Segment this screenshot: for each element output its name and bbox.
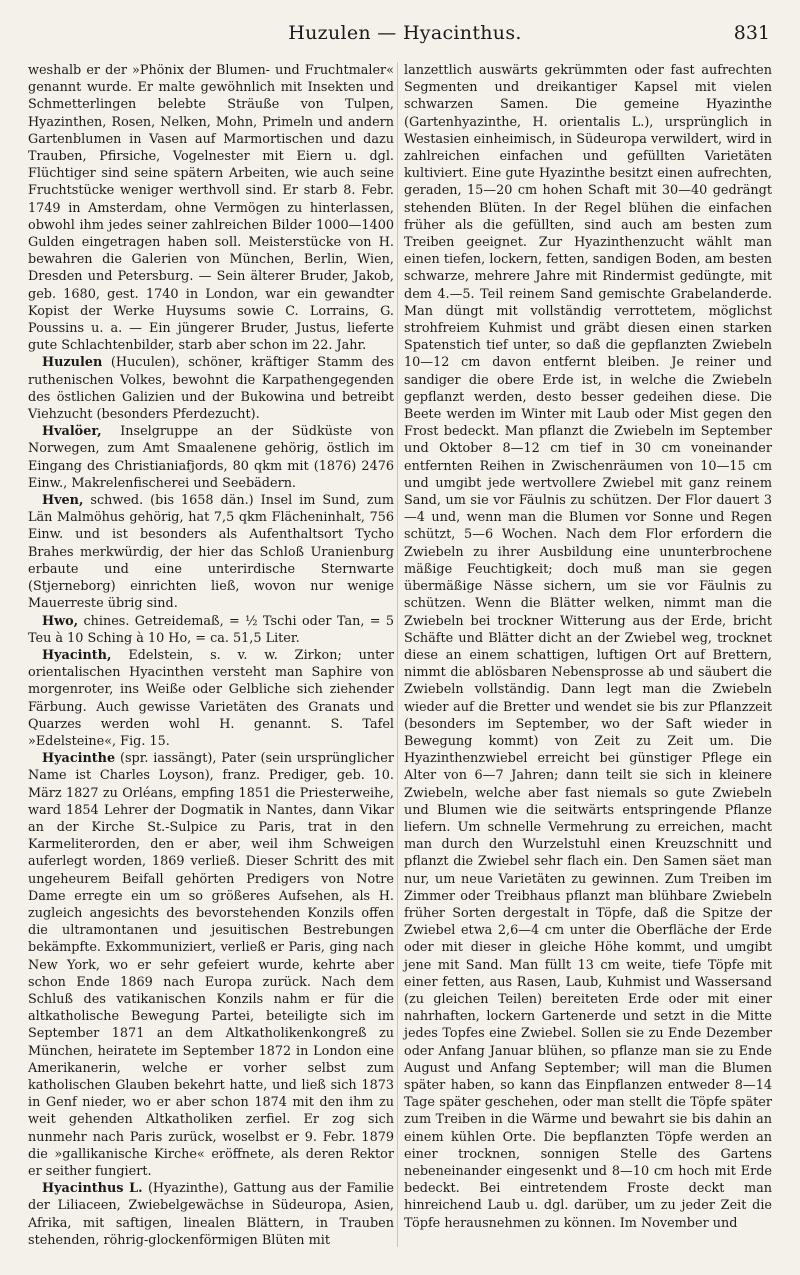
entry-huzulen: Huzulen (Huculen), schöner, kräftiger Stamm des ruthenischen Volkes, bewohnt die Karpathengegenden des östlichen Galizien und der Bukowina und betreibt Viehzucht (besonders Pferdezucht). bbox=[28, 355, 394, 423]
entry-hyacinth: Hyacinth, Edelstein, s. v. w. Zirkon; unter orientalischen Hyacinthen versteht man Saphire von morgenroter, ins Weiße oder Gelbliche sich ziehender Färbung. Auch gewisse Varietäten des Granats und Quarzes werden wohl H. genannt. S. Tafel »Edelsteine«, Fig. 15. bbox=[28, 647, 394, 749]
column-divider bbox=[397, 62, 398, 1247]
entry-continuation: weshalb er der »Phönix der Blumen- und Fruchtmaler« genannt wurde. Er malte gewöhnlich mit Insekten und Schmetterlingen belebte Sträuße von Tulpen, Hyazinthen, Rosen, Nelken, Mohn, Primeln und andern Gartenblumen in Vasen auf Marmortischen und dazu Trauben, Pfirsiche, Vogelnester mit Eiern u. dgl. Flüchtiger sind seine spätern Arbeiten, wie auch seine Fruchtstücke weniger werthvoll sind. Er starb 8. Febr. 1749 in Amsterdam, ohne Vermögen zu hinterlassen, obwohl ihm jedes seiner zahlreichen Bilder 1000—1400 Gulden eingetragen haben soll. Meisterstücke von H. bewahren die Galerien von München, Berlin, Wien, Dresden und Petersburg. — Sein älterer Bruder, Jakob, geb. 1680, gest. 1740 in London, war ein gewandter Kopist der Werke Huysums sowie C. Lorrains, G. Poussins u. a. — Ein jüngerer Bruder, Justus, lieferte gute Schlachtenbilder, starb aber schon im 22. Jahr. bbox=[28, 63, 394, 354]
entry-hven: Hven, schwed. (bis 1658 dän.) Insel im Sund, zum Län Malmöhus gehörig, hat 7,5 qkm Flächeninhalt, 756 Einw. und ist besonders als Aufenthaltsort Tycho Brahes merkwürdig, der hier das Schloß Uranienburg erbaute und eine unterirdische Sternwarte (Stjerneborg) einrichten ließ, wovon nur wenige Mauerreste übrig sind. bbox=[28, 493, 394, 612]
right-column bbox=[404, 62, 772, 1232]
entry-hyacinthus-continuation: lanzettlich auswärts gekrümmten oder fast aufrechten Segmenten und dreikantiger Kapsel mit vielen schwarzen Samen. Die gemeine Hyazinthe (Gartenhyazinthe, H. orientalis L.), ursprünglich in Westasien einheimisch, in Südeuropa verwildert, wird in zahlreichen einfachen und gefüllten Varietäten kultiviert. Eine gute Hyazinthe besitzt einen aufrechten, geraden, 15—20 cm hohen Schaft mit 30—40 gedrängt stehenden Blüten. In der Regel blühen die einfachen früher als die gefüllten, sind auch am besten zum Treiben geeignet. Zur Hyazinthenzucht wählt man einen tiefen, lockern, fetten, sandigen Boden, am besten schwarze, mehrere Jahre mit Rindermist gedüngte, mit dem 4.—5. Teil reinem Sand gemischte Grabelanderde. Man düngt mit vollständig verrottetem, möglichst strohfreiem Kuhmist und gräbt diesen einen starken Spatenstich tief unter, so daß die gepflanzten Zwiebeln 10—12 cm davon entfernt bleiben. Je reiner und sandiger die obere Erde ist, in welche die Zwiebeln gepflanzt werden, desto besser gedeihen diese. Die Beete werden im Winter mit Laub oder Mist gegen den Frost bedeckt. Man pflanzt die Zwiebeln im September und Oktober 8—12 cm tief in 30 cm voneinander entfernten Reihen in Zwischenräumen von 10—15 cm und umgibt jede wertvollere Zwiebel mit ganz reinem Sand, um sie vor Fäulnis zu schützen. Der Flor dauert 3—4 und, wenn man die Blumen vor Sonne und Regen schützt, 5—6 Wochen. Nach dem Flor erfordern die Zwiebeln zu ihrer Ausbildung eine ununterbrochene mäßige Feuchtigkeit; doch muß man sie gegen übermäßige Nässe sichern, um sie vor Fäulnis zu schützen. Wenn die Blätter welken, nimmt man die Zwiebeln bei trockner Witterung aus der Erde, bricht Schäfte und Blätter dicht an der Zwiebel weg, trocknet diese an einem schattigen, luftigen Ort auf Brettern, nimmt die ablösbaren Nebensprosse ab und säubert die Zwiebeln vollständig. Dann legt man die Zwiebeln wieder auf die Bretter und wendet sie bis zur Pflanzzeit (besonders im September, wo der Saft wieder in Bewegung kommt) von Zeit zu Zeit um. Die Hyazinthenzwiebel erreicht bei günstiger Pflege ein Alter von 6—7 Jahren; dann teilt sie sich in kleinere Zwiebeln, welche aber fast niemals so gute Zwiebeln und Blumen wie die seitwärts entspringende Pflanze liefern. Um schnelle Vermehrung zu erreichen, macht man durch den Wurzelstuhl einen Kreuzschnitt und pflanzt die Zwiebel sehr flach ein. Den Samen säet man nur, um neue Varietäten zu gewinnen. Zum Treiben im Zimmer oder Treibhaus pflanzt man blühbare Zwiebeln früher Sorten dergestalt in Töpfe, daß die Spitze der Zwiebel etwa 2,6—4 cm unter die Oberfläche der Erde oder mit dieser in gleiche Höhe kommt, und umgibt jene mit Sand. Man füllt 13 cm weite, tiefe Töpfe mit einer fetten, aus Rasen, Laub, Kuhmist und Wassersand (zu gleichen Teilen) bereiteten Erde oder mit einer nahrhaften, lockern Gartenerde und setzt in die Mitte jedes Topfes eine Zwiebel. Sollen sie zu Ende Dezember oder Anfang Januar blühen, so pflanze man sie zu Ende August und Anfang September; will man die Blumen später haben, so kann das Einpflanzen entweder 8—14 Tage später geschehen, oder man stellt die Töpfe später zum Treiben in die Wärme und bewahrt sie bis dahin an einem kühlen Orte. Die bepflanzten Töpfe werden an einer trocknen, sonnigen Stelle des Gartens nebeneinander eingesenkt und 8—10 cm hoch mit Erde bedeckt. Bei eintretendem Froste deckt man hinreichend Laub u. dgl. darüber, um zu jeder Zeit die Töpfe herausnehmen zu können. Im November und bbox=[404, 63, 772, 1231]
lemma: Hyacinthe bbox=[42, 751, 116, 767]
running-title: Huzulen — Hyacinthus. bbox=[288, 22, 522, 44]
page-number: 831 bbox=[733, 22, 770, 44]
lemma: Hyacinth, bbox=[42, 647, 112, 663]
lemma: Huzulen bbox=[42, 355, 103, 371]
lemma: Hyacinthus L. bbox=[42, 1181, 143, 1197]
lemma: Hvalöer, bbox=[42, 424, 102, 440]
lemma: Hwo, bbox=[42, 613, 79, 629]
entry-hwo: Hwo, chines. Getreidemaß, = ½ Tschi oder Tan, = 5 Teu à 10 Sching à 10 Ho, = ca. 51,5 Liter. bbox=[28, 613, 394, 646]
lemma: Hven, bbox=[42, 493, 84, 509]
page-header bbox=[40, 22, 770, 48]
entry-hvaloer: Hvalöer, Inselgruppe an der Südküste von Norwegen, zum Amt Smaalenene gehörig, östlich im Eingang des Christianiafjords, 80 qkm mit (1876) 2476 Einw., Makrelenfischerei und Seebädern. bbox=[28, 424, 394, 491]
entry-hyacinthe: Hyacinthe (spr. iassängt), Pater (sein ursprünglicher Name ist Charles Loyson), franz. Prediger, geb. 10. März 1827 zu Orléans, empfing 1851 die Priesterweihe, ward 1854 Lehrer der Dogmatik in Nantes, dann Vikar an der Kirche St.-Sulpice zu Paris, trat in den Karmeliterorden, den er aber, weil ihm Schweigen auferlegt worden, 1869 verließ. Dieser Schritt des mit ungeheurem Beifall gehörten Predigers von Notre Dame erregte ein um so größeres Aufsehen, als H. zugleich angesichts des bevorstehenden Konzils offen die ultramontanen und jesuitischen Bestrebungen bekämpfte. Exkommuniziert, verließ er Paris, ging nach New York, wo er sehr gefeiert wurde, kehrte aber schon Ende 1869 nach Europa zurück. Nach dem Schluß des vatikanischen Konzils nahm er für die altkatholische Bewegung Partei, beteiligte sich im September 1871 an dem Altkatholikenkongreß zu München, heiratete im September 1872 in London eine Amerikanerin, welche er vorher selbst zum katholischen Glauben bekehrt hatte, und ließ sich 1873 in Genf nieder, wo er aber schon 1874 mit den ihm zu weit gehenden Altkatholiken zerfiel. Er zog sich nunmehr nach Paris zurück, woselbst er 9. Febr. 1879 die »gallikanische Kirche« eröffnete, als deren Rektor er seither fungiert. bbox=[28, 751, 394, 1179]
left-column bbox=[28, 62, 394, 1249]
entry-hyacinthus: Hyacinthus L. (Hyazinthe), Gattung aus der Familie der Liliaceen, Zwiebelgewächse in Südeuropa, Asien, Afrika, mit saftigen, linealen Blättern, in Trauben stehenden, röhrig-glockenförmigen Blüten mit bbox=[28, 1181, 394, 1248]
